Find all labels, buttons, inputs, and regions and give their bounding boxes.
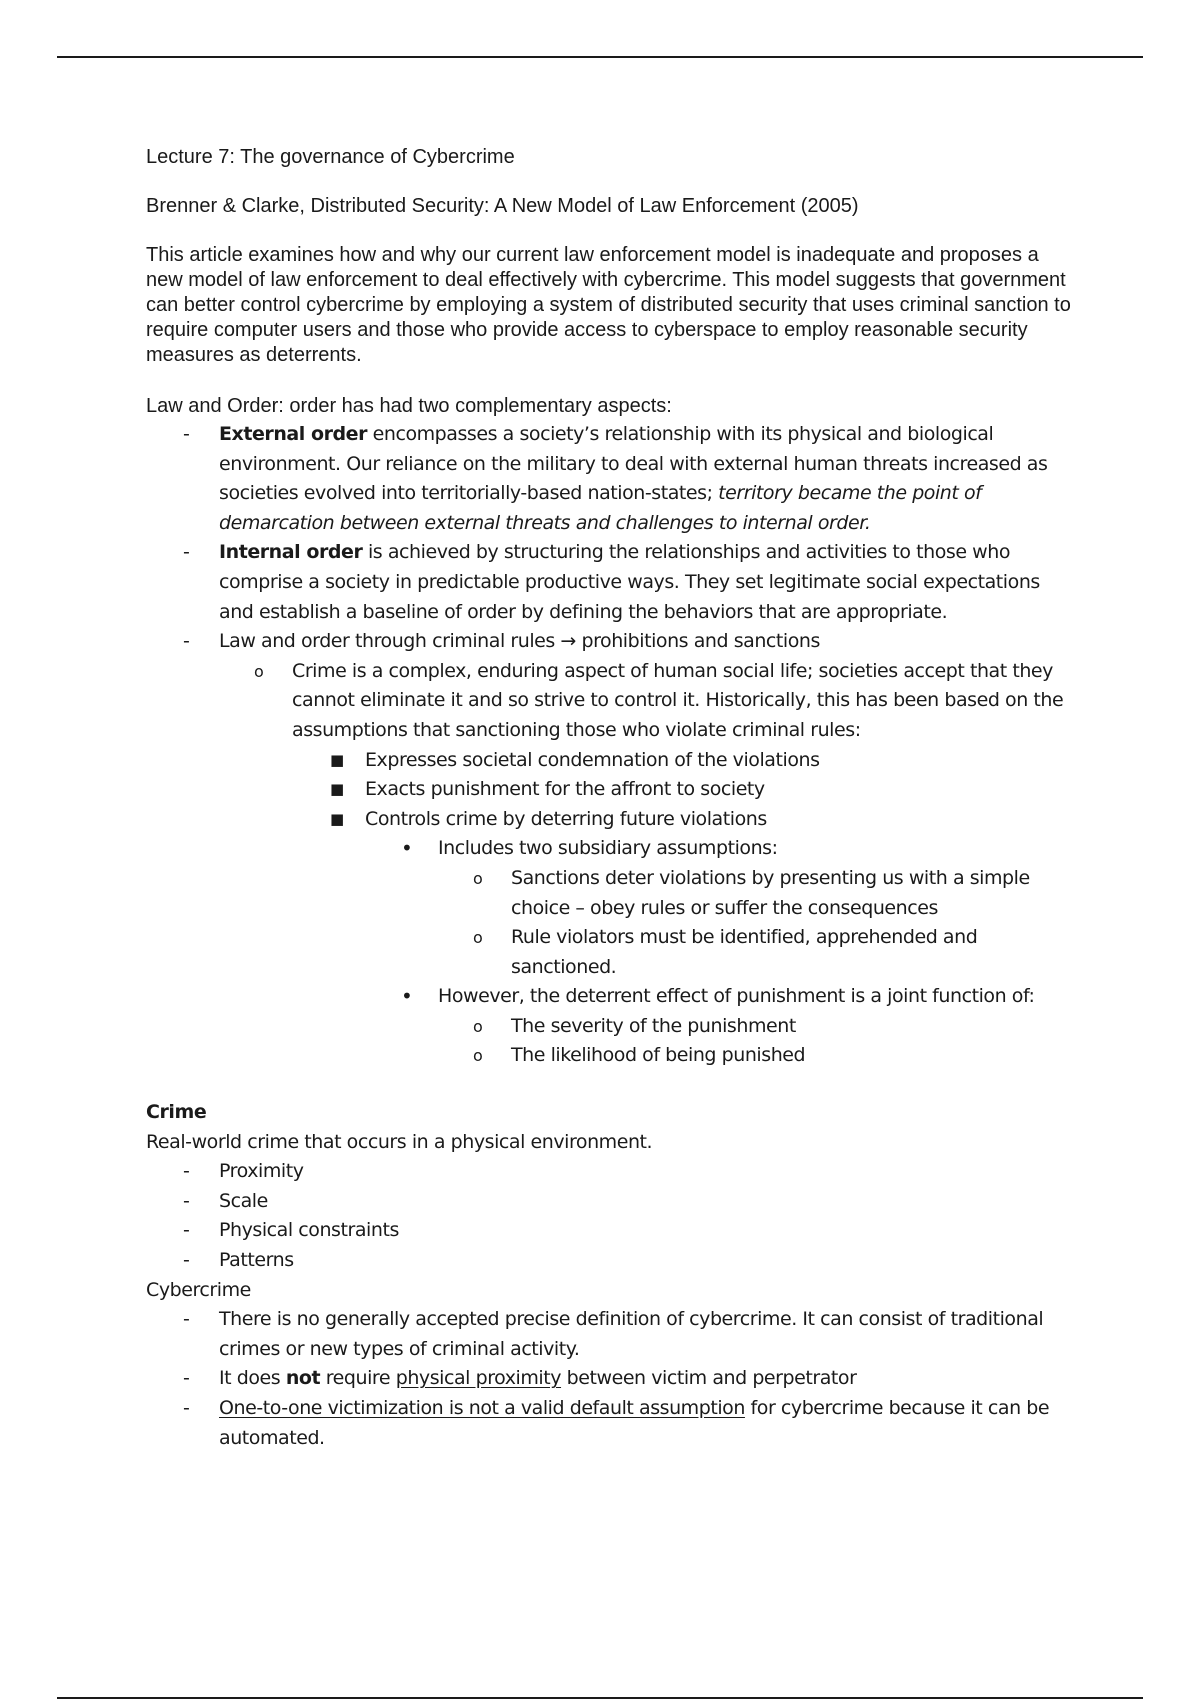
assumption-text: Controls crime by deterring future violations	[365, 807, 767, 830]
criminal-rules-label: Law and order through criminal rules → prohibitions and sanctions	[219, 630, 820, 653]
cybercrime-item3-post: for cybercrime because it can be automated.	[219, 1397, 1050, 1449]
internal-order-text: is achieved by structuring the relationships and activities to those who comprise a society in predictable productive ways. They set legitimate social expectations and establish a baseline of order by defining the behaviors that are appropriate.	[219, 541, 1040, 623]
cybercrime-item2-underline: physical proximity	[395, 1367, 562, 1390]
joint-factor-text: The likelihood of being punished	[511, 1044, 806, 1067]
dash-marker: -	[183, 630, 190, 653]
crime-item-text: Proximity	[219, 1160, 304, 1183]
dash-marker: -	[183, 423, 190, 445]
list-item-assumption	[292, 746, 1076, 776]
dash-marker: -	[183, 1219, 190, 1242]
circle-marker: o	[473, 1046, 483, 1066]
list-item-subsidiary-assumption	[438, 923, 1076, 982]
document-page	[146, 145, 1076, 1453]
list-item-crime	[146, 1187, 1076, 1217]
external-order-text: encompasses a society’s relationship with its physical and biological environment. Our reliance on the military to deal with external human threats increased as societies evolved into territorially-based nation-states;	[219, 423, 1048, 505]
subsidiary-text: Rule violators must be identified, apprehended and sanctioned.	[511, 926, 978, 978]
internal-order-term: Internal order	[219, 541, 363, 564]
subsidiary-list	[438, 864, 1076, 982]
list-item-however	[365, 982, 1076, 1071]
dash-marker: -	[183, 1308, 190, 1331]
assumption-text: Exacts punishment for the affront to society	[365, 778, 765, 801]
cybercrime-item2-bold: not	[285, 1367, 321, 1390]
bottom-rule	[57, 1697, 1143, 1699]
crime-item-text: Physical constraints	[219, 1219, 399, 1242]
assumption-text: Expresses societal condemnation of the violations	[365, 748, 820, 771]
crime-heading	[146, 1098, 1076, 1128]
list-item-crime-complex	[219, 657, 1076, 1071]
cybercrime-item2-mid: require	[320, 1367, 396, 1390]
joint-function-list	[438, 1012, 1076, 1071]
external-order-italic: territory became the point of demarcation between external threats and challenges to internal order.	[219, 482, 982, 534]
list-item-criminal-rules	[146, 627, 1076, 1071]
list-item-cybercrime	[146, 1305, 1076, 1364]
article-abstract: This article examines how and why our current law enforcement model is inadequate and proposes a new model of law enforcement to deal effectively with cybercrime. This model suggests that government can better control cybercrime by employing a system of distributed security that uses criminal sanction to require computer users and those who provide access to cyberspace to employ reasonable security measures as deterrents.	[146, 244, 1071, 366]
external-order-term: External order	[219, 423, 368, 445]
bullet-marker: •	[401, 984, 413, 1009]
joint-factor-text: The severity of the punishment	[511, 1014, 796, 1037]
law-and-order-heading: Law and Order: order has had two complementary aspects:	[146, 395, 672, 417]
dash-marker: -	[183, 1397, 190, 1419]
list-item-cybercrime	[146, 1394, 1076, 1453]
dash-marker: -	[183, 1249, 190, 1272]
top-rule	[57, 56, 1143, 58]
subsidiary-label: Includes two subsidiary assumptions:	[438, 837, 778, 860]
square-marker: ■	[330, 809, 344, 828]
cybercrime-item2-pre: It does	[219, 1367, 286, 1390]
crime-list	[146, 1157, 1076, 1275]
crime-item-text: Patterns	[219, 1249, 294, 1272]
cybercrime-item-text: There is no generally accepted precise definition of cybercrime. It can consist of traditional crimes or new types of criminal activity.	[219, 1308, 1044, 1360]
dash-marker: -	[183, 1160, 190, 1183]
assumptions-list	[292, 746, 1076, 1072]
crime-item-text: Scale	[219, 1189, 268, 1212]
list-item-joint-factor	[438, 1012, 1076, 1042]
list-item-subsidiary-assumption	[438, 864, 1076, 923]
list-item-assumption	[292, 805, 1076, 1071]
bullet-marker: •	[401, 836, 413, 861]
dash-marker: -	[183, 1189, 190, 1212]
however-label: However, the deterrent effect of punishment is a joint function of:	[438, 985, 1035, 1008]
circle-marker: o	[254, 661, 264, 681]
circle-marker: o	[473, 1016, 483, 1036]
list-item-subsidiary	[365, 834, 1076, 982]
circle-marker: o	[473, 868, 483, 888]
list-item-assumption	[292, 775, 1076, 805]
crime-heading-text: Crime	[146, 1101, 207, 1124]
cybercrime-item3-underline: One-to-one victimization is not a valid default assumption	[219, 1397, 745, 1419]
law-and-order-list	[146, 420, 1076, 1071]
criminal-rules-sublist	[219, 657, 1076, 1071]
list-item-joint-factor	[438, 1041, 1076, 1071]
square-marker: ■	[330, 780, 344, 799]
list-item-external-order	[146, 420, 1076, 538]
cybercrime-item2-post: between victim and perpetrator	[561, 1367, 857, 1390]
dash-marker: -	[183, 1367, 190, 1390]
list-item-crime	[146, 1216, 1076, 1246]
crime-intro: Real-world crime that occurs in a physical environment.	[146, 1130, 653, 1153]
crime-complex-text: Crime is a complex, enduring aspect of human social life; societies accept that they cannot eliminate it and so strive to control it. Historically, this has been based on the assumptions that sanctioning those who violate criminal rules:	[292, 659, 1064, 741]
cybercrime-heading: Cybercrime	[146, 1278, 251, 1301]
square-marker: ■	[330, 750, 344, 769]
dash-marker: -	[183, 541, 190, 564]
lecture-title: Lecture 7: The governance of Cybercrime	[146, 146, 515, 168]
deterrence-list	[365, 834, 1076, 1071]
list-item-internal-order	[146, 538, 1076, 627]
subsidiary-text: Sanctions deter violations by presenting us with a simple choice – obey rules or suffer the consequences	[511, 866, 1030, 919]
list-item-cybercrime	[146, 1364, 1076, 1394]
cybercrime-list	[146, 1305, 1076, 1453]
section-spacer	[146, 1071, 1076, 1098]
list-item-crime	[146, 1157, 1076, 1187]
circle-marker: o	[473, 928, 483, 948]
list-item-crime	[146, 1246, 1076, 1276]
article-reference: Brenner & Clarke, Distributed Security: A New Model of Law Enforcement (2005)	[146, 195, 859, 217]
